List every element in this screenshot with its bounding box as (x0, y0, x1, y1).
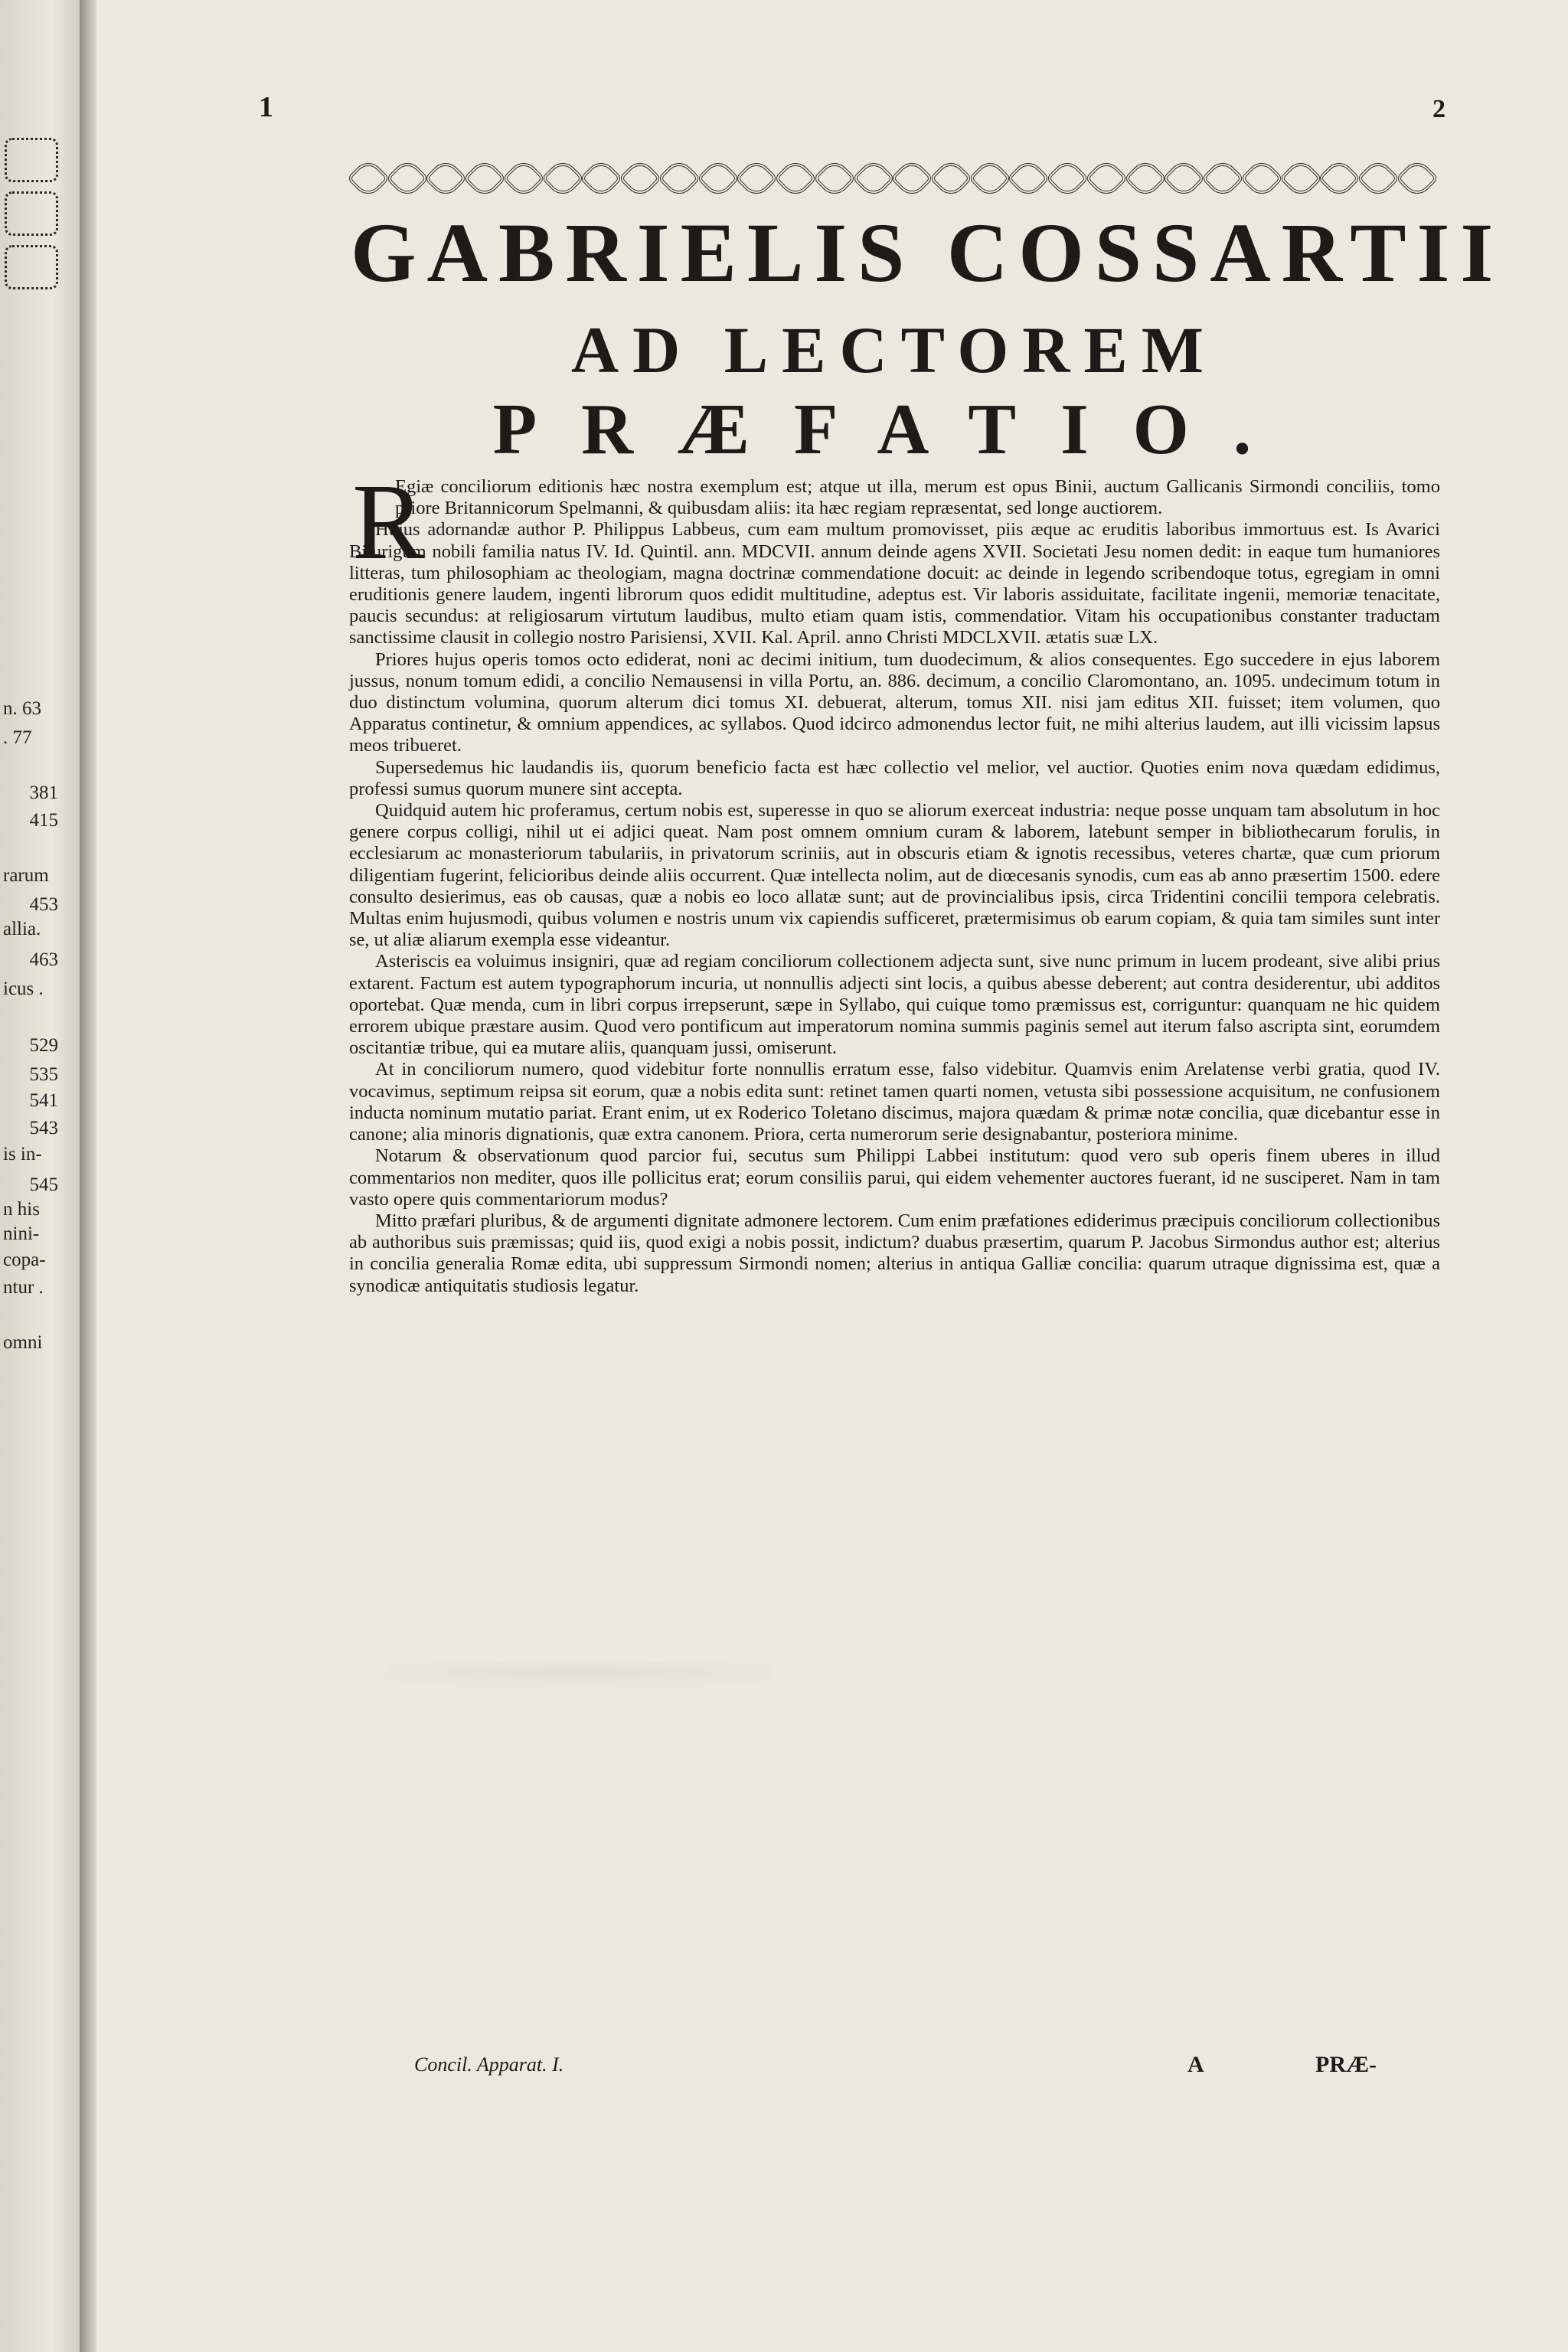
fleuron-icon (1085, 157, 1129, 201)
fleuron-icon (851, 157, 895, 201)
fleuron-icon (541, 157, 584, 201)
fleuron-icon (890, 157, 934, 201)
fleuron-icon (385, 157, 429, 201)
left-page-margin-number: 453 (29, 894, 58, 915)
fleuron-icon (1318, 157, 1361, 201)
left-page-margin-number: 543 (29, 1118, 58, 1138)
ornament-icon (5, 245, 58, 289)
fleuron-icon (968, 157, 1011, 201)
paragraph: Hujus adornandæ author P. Philippus Labbeus, cum eam multum promovisset, piis æque ac eruditis laboribus immortuus est. Is Avarici Biturigum nobili familia natus IV. Id. Quintil. ann. MDCVII. annum deinde agens XVII. Societati Jesu nomen dedit: in eaque tum humaniores litteras, tum philosophiam ac theologiam, magna doctrinæ commendatione docuit: ac deinde in legendo scribendoque totus, egregiam in omni eruditionis genere laudem, ingenti librorum quos edidit multitudine, adeptus est. Vir laboris assiduitate, facilitate ingenii, memoriæ tenacitate, paucis secundus: at religiosarum virtutum laudibus, multo etiam quam istis, commendatior. Vitam his occupationibus constanter traductam sanctissime clausit in collegio nostro Parisiensi, XVII. Kal. April. anno Christi MDCLXVII. ætatis suæ LX. (349, 519, 1440, 648)
left-page-margin-number: 529 (29, 1035, 58, 1056)
fleuron-icon (1123, 157, 1167, 201)
folio-number-left: 1 (259, 91, 273, 123)
left-page-margin-number: 545 (29, 1174, 58, 1195)
left-page-margin-number: icus . (3, 978, 44, 999)
fleuron-icon (1396, 157, 1439, 201)
left-page-margin-number: 535 (29, 1064, 58, 1085)
left-page-margin-number: . 77 (3, 727, 32, 748)
paragraph: Mitto præfari pluribus, & de argumenti dignitate admonere lectorem. Cum enim præfationes ediderimus præcipuis conciliorum collectionibus ab authoribus suis præmissas; quid iis, quod exigi a nobis possit, indictum? duabus præsertim, quarum P. Jacobus Sirmondus author est; alterius in concilia generalia Romæ edita, ubi suppressum Sirmondi nomen; alterius in antiqua Galliæ concilia: quarum utraque dignissima est, quæ a synodicæ antiquitatis studiosis legatur. (349, 1210, 1440, 1296)
fleuron-icon (1007, 157, 1050, 201)
left-page-margin-number: 541 (29, 1090, 58, 1111)
fleuron-icon (619, 157, 662, 201)
adjacent-left-page (0, 0, 86, 2352)
paragraph: Notarum & observationum quod parcior fui, secutus sum Philippi Labbei institutum: quod vero sub operis finem uberes in illud commentarios non mediter, quos ille pollicitus erat; eorum consiliis parui, qui eidem vehementer auctores fuerant, id ne susciperet. Nam in tam vasto opere quis commentariorum modus? (349, 1145, 1440, 1210)
paragraph: Priores hujus operis tomos octo ediderat, noni ac decimi initium, tum duodecimum, & alios consequentes. Ego succedere in ejus laborem jussus, nonum tomum edidi, a concilio Nemausensi in villa Portu, an. 886. decimum, a concilio Claromontano, an. 1095. undecimum totum in duo distinctum volumina, quorum alterum dici tomus XI. debuerat, alterum, tomus XII. nisi jam editus XII. fuisset; item volumen, quo Apparatus continetur, & omnium appendices, ac syllabos. Quod idcirco admonendus lector fuit, ne mihi alterius laudem, aut illi vicissim lapsus meos tribueret. (349, 648, 1440, 756)
left-page-margin-number: rarum (3, 865, 49, 886)
fleuron-border-ornament (353, 161, 1432, 196)
paragraph: Asteriscis ea voluimus insigniri, quæ ad regiam conciliorum collectionem adjecta sunt, sive nunc primum in lucem prodeant, sive alibi prius extarent. Factum est autem typographorum incuria, ut nonnullis adjecti sint locis, a quibus abesse deberent; aut contra desiderentur, ubi additos oportebat. Quæ menda, cum in libri corpus irrepserunt, sæpe in Syllabo, qui cuique tomo præmissus est, corriguntur: quanquam ne hic quidem errorem ubique præstare ausim. Quod vero pontificum aut imperatorum nomina summis paginis semel aut iterum falso ascripta sint, eorumdem oscitantiæ tribue, qui ea mutare aliis, quanquam jussi, omiserunt. (349, 951, 1440, 1059)
fleuron-icon (929, 157, 973, 201)
fleuron-icon (1201, 157, 1245, 201)
signature-mark: A (1187, 2052, 1204, 2077)
fleuron-icon (424, 157, 468, 201)
left-page-margin-number: 415 (29, 810, 58, 831)
left-page-margin-number: is in- (3, 1144, 42, 1165)
left-page-margin-number: 381 (29, 782, 58, 803)
title-line-1: GABRIELIS COSSARTII (351, 206, 1504, 299)
fleuron-icon (1046, 157, 1089, 201)
paragraph: Quidquid autem hic proferamus, certum nobis est, superesse in quo se aliorum exerceat industria: neque posse unquam tam absolutum in hoc genere corpus colligi, nihil ut ei adjici queat. Nam post omnem omnium curam & laborem, latebunt semper in bibliothecarum forulis, in ecclesiarum ac monasteriorum tabulariis, in privatorum scriniis, aut in obscuris etiam & ignotis recessibus, veteres chartæ, quæ cum priorum diligentiam fugerint, felicioribus deinde aliis occurrent. Quæ intellecta nolim, aut de diœcesanis synodis, cum eas ab anno præsertim 1500. edere consulto desierimus, eas ob causas, quæ a nobis eo loco allatæ sunt; aut de provincialibus ipsis, circa Tridentini concilii tempora celebratis. Multas enim hujusmodi, quibus volumen e nostris unum vix capiendis sufficeret, prætermisimus ob earum copiam, & quia tam similes sunt inter se, ut aliæ aliarum exempla esse videantur. (349, 800, 1440, 951)
fleuron-icon (813, 157, 857, 201)
left-page-margin-number: copa- (3, 1250, 46, 1270)
fleuron-icon (735, 157, 779, 201)
drop-cap-initial: R (352, 461, 425, 582)
fleuron-icon (774, 157, 818, 201)
title-line-3: PRÆFATIO. (492, 390, 1296, 469)
left-page-margin-number: n his (3, 1199, 40, 1220)
left-page-margin-number: omni (3, 1332, 43, 1353)
fleuron-icon (1162, 157, 1206, 201)
preface-body-text (349, 476, 1440, 1297)
fleuron-icon (347, 157, 390, 201)
left-page-margin-number: allia. (3, 919, 41, 939)
paragraph: At in conciliorum numero, quod videbitur forte nonnullis erratum esse, falso videbitur. Quamvis enim Arelatense verbi gratia, quod IV. vocavimus, septimum reipsa sit eorum, quæ a nobis edita sunt: retinet tamen quarti nomen, vetusta sibi possessione acquisitum, ne confusionem inducta nominum mutatio pariat. Erant enim, ut ex Roderico Toletano discimus, majora quædam & primæ notæ concilia, quæ dicebantur esse in canone; alia minoris dignationis, quæ extra canonem. Priora, certa numerorum serie designabantur, posteriora minime. (349, 1059, 1440, 1145)
left-page-margin-number: 463 (29, 949, 58, 970)
paragraph: Egiæ conciliorum editionis hæc nostra exemplum est; atque ut illa, merum est opus Binii, auctum Gallicanis Sirmondi conciliis, tomo priore Britannicorum Spelmanni, & quibusdam aliis: ita hæc regiam repræsentat, sed longe auctiorem. (395, 476, 1440, 519)
ornament-icon (5, 138, 58, 182)
fleuron-icon (1240, 157, 1284, 201)
fleuron-icon (696, 157, 740, 201)
paragraph: Supersedemus hic laudandis iis, quorum beneficio facta est hæc collectio vel melior, vel auctior. Quoties enim nova quædam edidimus, professi sumus quorum munere sint accepta. (349, 756, 1440, 799)
fleuron-icon (1279, 157, 1322, 201)
fleuron-icon (502, 157, 546, 201)
left-page-margin-number: n. 63 (3, 698, 41, 719)
fleuron-icon (658, 157, 701, 201)
title-line-2: AD LECTOREM (571, 313, 1217, 387)
book-page (96, 0, 1568, 2352)
paper-stain (387, 1661, 770, 1684)
footer-running-title: Concil. Apparat. I. (414, 2053, 564, 2076)
fleuron-icon (1357, 157, 1400, 201)
catchword: PRÆ- (1315, 2052, 1377, 2077)
folio-number-right: 2 (1432, 95, 1446, 123)
fleuron-icon (463, 157, 507, 201)
left-page-margin-number: nini- (3, 1223, 40, 1244)
fleuron-icon (580, 157, 623, 201)
left-page-margin-number: ntur . (3, 1277, 44, 1298)
ornament-icon (5, 191, 58, 236)
